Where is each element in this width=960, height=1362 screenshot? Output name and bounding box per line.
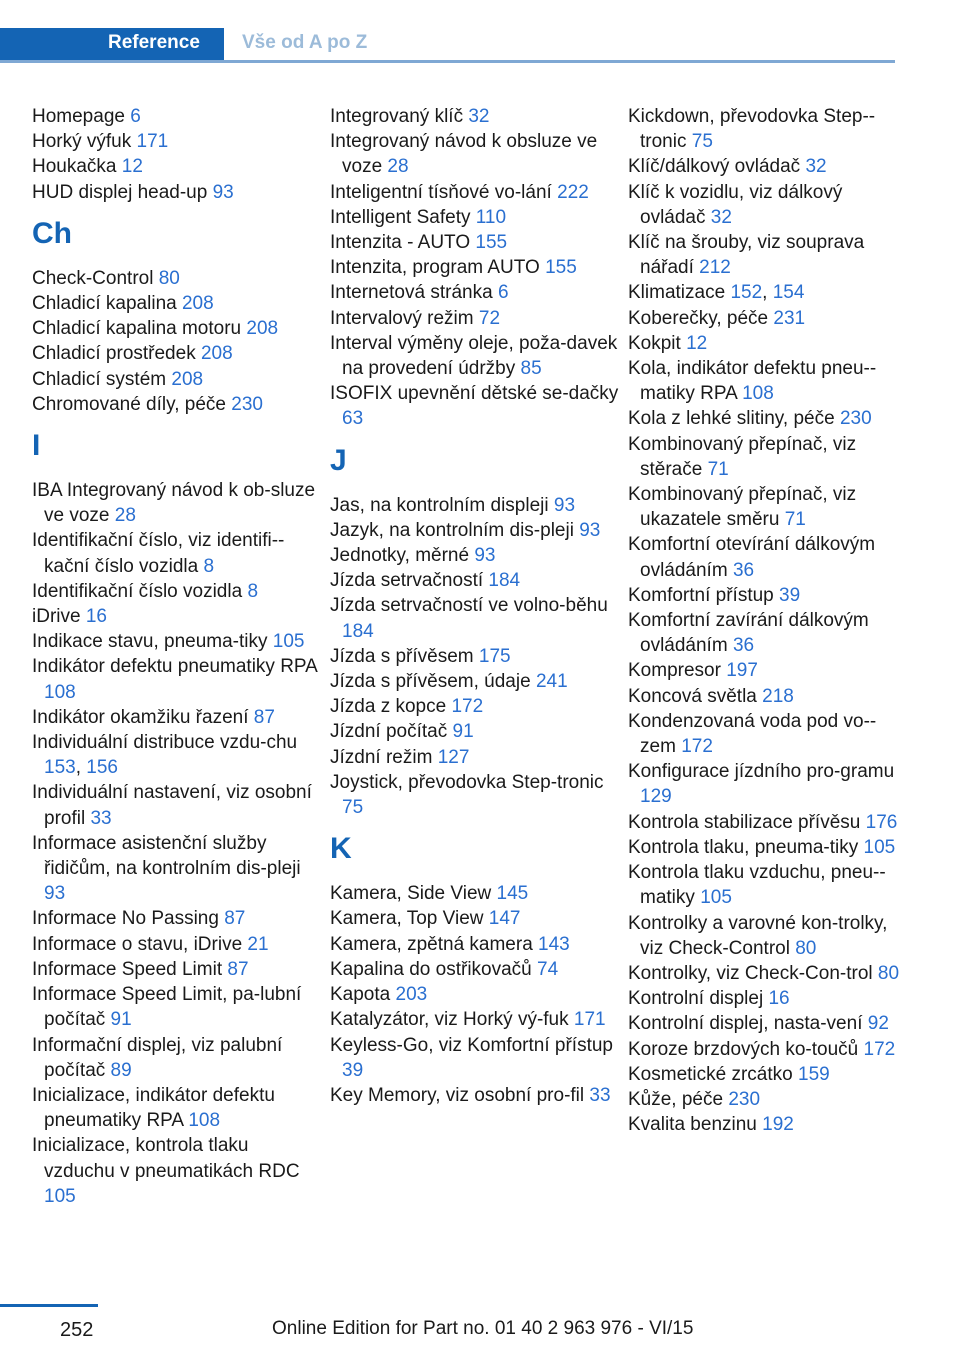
- page-reference-link[interactable]: 75: [691, 131, 713, 153]
- page-reference-link[interactable]: 171: [573, 1009, 606, 1031]
- page-reference-link[interactable]: 93: [553, 494, 576, 516]
- index-entry-text: Informační displej, viz palubní počítač: [32, 1034, 283, 1081]
- index-entry-text: Kamera, Side View: [330, 883, 492, 905]
- page-reference-link[interactable]: 87: [253, 706, 275, 728]
- page-reference-link[interactable]: 6: [130, 106, 141, 127]
- page-reference-link[interactable]: 143: [538, 933, 570, 955]
- index-entry: [32, 367, 322, 392]
- index-entry-text: Kamera, Top View: [330, 908, 484, 930]
- index-entry-text: Kola, indikátor defektu pneu-matiky RPA: [628, 358, 877, 405]
- page-reference-link[interactable]: 75: [342, 797, 364, 819]
- index-entry-text: Jízdní počítač: [330, 721, 448, 743]
- index-entry-text: Kapalina do ostřikovačů: [330, 958, 532, 980]
- page-reference-link[interactable]: 172: [681, 736, 713, 758]
- index-letter-heading: J: [330, 443, 347, 477]
- index-entry: [32, 831, 322, 907]
- index-letter-heading: K: [330, 832, 352, 866]
- index-entry-text: Kontrolky, viz Check-Con-trol: [628, 962, 873, 984]
- index-entry: [330, 957, 620, 982]
- index-entry-text: Konfigurace jízdního pro-gramu: [628, 761, 895, 783]
- page-reference-link[interactable]: 197: [726, 660, 758, 682]
- index-entry: [32, 1033, 322, 1083]
- index-entry: Individuální distribuce vzdu-chu 153, 156: [32, 732, 298, 779]
- index-entry: [330, 982, 620, 1007]
- index-entry: [330, 255, 620, 280]
- index-entry: [628, 482, 900, 532]
- index-entry: [32, 780, 322, 830]
- page-reference-link[interactable]: 156: [86, 757, 118, 779]
- index-entry: [628, 1037, 900, 1062]
- page-reference-link[interactable]: 145: [496, 883, 529, 905]
- index-entry-text: Jízda setrvačností ve volno-běhu: [330, 595, 608, 617]
- index-entry-text: Koberečky, péče: [628, 307, 769, 329]
- index-entry: [32, 392, 322, 417]
- page-reference-link[interactable]: 12: [121, 156, 143, 178]
- index-entry: [32, 906, 322, 931]
- index-entry: [628, 331, 900, 356]
- page-reference-link[interactable]: 208: [181, 293, 214, 315]
- page-reference-link[interactable]: 208: [171, 368, 204, 390]
- index-entry: [330, 669, 620, 694]
- page-reference-link[interactable]: 127: [437, 746, 470, 768]
- index-entry: Klimatizace 152, 154: [628, 282, 805, 304]
- index-entry: [628, 1011, 900, 1036]
- page-reference-link[interactable]: 8: [203, 555, 215, 577]
- page-reference-link[interactable]: 153: [44, 757, 76, 779]
- index-entry: [32, 478, 322, 528]
- page-reference-link[interactable]: 155: [475, 232, 508, 254]
- index-entry-text: Kontrola tlaku vzduchu, pneu-matiky: [628, 862, 886, 909]
- index-entry-text: Jízda setrvačností: [330, 570, 484, 592]
- index-entry-text: Koncová světla: [628, 685, 757, 707]
- index-entry-text: Klimatizace: [628, 282, 726, 304]
- page-reference-link[interactable]: 208: [200, 343, 233, 365]
- page-reference-link[interactable]: 91: [110, 1009, 132, 1031]
- index-entry-text: Indikátor defektu pneumatiky RPA: [32, 656, 317, 678]
- index-entry: [628, 709, 900, 759]
- index-entry: [628, 230, 900, 280]
- index-entry-text: Chladicí kapalina: [32, 293, 177, 315]
- index-entry: [32, 341, 322, 366]
- index-entry: [330, 593, 620, 643]
- index-entry-text: Jízda z kopce: [330, 696, 447, 718]
- index-entry-text: Jízda s přívěsem: [330, 645, 474, 667]
- index-entry-text: Informace No Passing: [32, 908, 219, 930]
- page-reference-link[interactable]: 218: [762, 685, 794, 707]
- page-reference-link[interactable]: 184: [488, 570, 521, 592]
- index-entry-text: Homepage: [32, 106, 125, 127]
- index-entry: [32, 528, 322, 578]
- index-entry-text: Informace asistenční služby řidičům, na kontrolním dis-pleji: [32, 832, 301, 880]
- page-reference-link[interactable]: 36: [732, 635, 755, 657]
- index-entry-text: Klíč na šrouby, viz souprava nářadí: [628, 232, 865, 279]
- index-entry: [628, 306, 900, 331]
- page-reference-link[interactable]: 172: [863, 1038, 896, 1060]
- page-reference-link[interactable]: 105: [863, 836, 896, 858]
- index-entry: [330, 280, 620, 305]
- page-reference-link[interactable]: 208: [246, 318, 279, 340]
- page-reference-link[interactable]: 80: [795, 937, 817, 959]
- index-column-1: [32, 104, 322, 1209]
- index-entry: [628, 860, 900, 910]
- page-reference-link[interactable]: 16: [85, 606, 107, 628]
- index-entry: [330, 1007, 620, 1032]
- page-reference-link[interactable]: 231: [773, 307, 806, 329]
- page-reference-link[interactable]: 80: [877, 962, 900, 984]
- index-entry-text: Kontrola tlaku, pneuma-tiky: [628, 836, 859, 858]
- index-entry-text: Kombinovaný přepínač, viz ukazatele směru: [628, 484, 857, 531]
- page-reference-link[interactable]: 110: [475, 206, 507, 228]
- index-entry-text: Individuální nastavení, viz osobní profil: [32, 782, 312, 829]
- index-entry-text: Indikátor okamžiku řazení: [32, 706, 249, 728]
- index-entry-text: Intervalový režim: [330, 307, 474, 329]
- page-reference-link[interactable]: 87: [227, 958, 249, 980]
- index-entry-text: Kamera, zpětná kamera: [330, 933, 533, 955]
- page-reference-link[interactable]: 241: [535, 671, 568, 693]
- index-entry-text: Jas, na kontrolním displeji: [330, 494, 549, 516]
- page-reference-link[interactable]: 93: [579, 519, 601, 541]
- index-entry-text: Identifikační číslo, viz identifi-kační číslo vozidla: [32, 530, 285, 577]
- index-entry-text: Interval výměny oleje, poža-davek na provedení údržby: [330, 332, 618, 380]
- page-reference-link[interactable]: 85: [520, 358, 542, 380]
- index-entry-text: iDrive: [32, 606, 81, 628]
- index-entry-text: Key Memory, viz osobní pro-fil: [330, 1084, 585, 1106]
- index-entry-text: Integrovaný klíč: [330, 106, 464, 127]
- index-entry: [330, 518, 620, 543]
- index-entry-text: Inteligentní tísňové vo-lání: [330, 181, 552, 203]
- index-entry: [330, 104, 620, 129]
- page-reference-link[interactable]: 8: [247, 580, 259, 602]
- index-entry: [628, 432, 900, 482]
- page-reference-link[interactable]: 222: [557, 181, 589, 203]
- index-entry: [330, 568, 620, 593]
- index-entry: [32, 654, 322, 704]
- index-entry: [628, 356, 900, 406]
- index-entry: [330, 306, 620, 331]
- index-entry-text: Intenzita, program AUTO: [330, 257, 540, 279]
- index-entry: [628, 180, 900, 230]
- page-reference-link[interactable]: 108: [188, 1110, 221, 1132]
- page-reference-link[interactable]: 159: [798, 1063, 830, 1085]
- index-entry: [330, 906, 620, 931]
- index-entry-text: Kontrola stabilizace přívěsu: [628, 811, 861, 833]
- page-reference-link[interactable]: 171: [136, 131, 169, 153]
- index-entry-text: Horký výfuk: [32, 131, 132, 153]
- page-reference-link[interactable]: 105: [272, 631, 305, 653]
- page-number: 252: [60, 1319, 94, 1341]
- index-entry-text: Katalyzátor, viz Horký vý-fuk: [330, 1009, 569, 1031]
- page-reference-link[interactable]: 71: [707, 458, 729, 480]
- index-entry: [32, 129, 322, 154]
- index-entry-text: IBA Integrovaný návod k ob-sluze ve voze: [32, 480, 316, 527]
- page-reference-link[interactable]: 12: [686, 332, 708, 354]
- index-entry-text: Inicializace, kontrola tlaku vzduchu v pneumatikách RDC: [32, 1135, 300, 1182]
- index-entry-text: Komfortní přístup: [628, 584, 774, 606]
- index-entry: [330, 881, 620, 906]
- index-entry-text: Indikace stavu, pneuma-tiky: [32, 631, 268, 653]
- index-entry-text: Jízdní režim: [330, 746, 433, 768]
- index-entry-text: Jazyk, na kontrolním dis-pleji: [330, 519, 574, 541]
- tab-all-a-to-z[interactable]: Vše od A po Z: [242, 32, 368, 53]
- index-entry: [32, 705, 322, 730]
- index-entry-text: Houkačka: [32, 156, 117, 178]
- header-divider: [0, 60, 895, 63]
- page-reference-link[interactable]: 89: [110, 1059, 132, 1081]
- page-reference-link[interactable]: 33: [90, 807, 112, 829]
- index-entry: [32, 291, 322, 316]
- index-entry: [628, 658, 900, 683]
- page-reference-link[interactable]: 33: [589, 1084, 611, 1106]
- index-entry: [628, 684, 900, 709]
- index-entry-text: Check-Control: [32, 267, 154, 289]
- index-letter-heading: I: [32, 429, 41, 463]
- index-entry: [330, 1083, 620, 1108]
- index-entry: [330, 205, 620, 230]
- index-entry: [330, 932, 620, 957]
- index-entry-text: Chladicí systém: [32, 368, 167, 390]
- index-entry: [628, 583, 900, 608]
- page-reference-link[interactable]: 28: [114, 505, 136, 527]
- page-reference-link[interactable]: 21: [247, 933, 269, 955]
- page-reference-link[interactable]: 147: [488, 908, 521, 930]
- index-entry: [330, 770, 620, 820]
- page-reference-link[interactable]: 6: [497, 282, 509, 304]
- index-entry: [628, 835, 900, 860]
- page-reference-link[interactable]: 230: [728, 1088, 761, 1110]
- index-entry: [32, 982, 322, 1032]
- index-entry-text: Kvalita benzinu: [628, 1114, 757, 1136]
- page-reference-link[interactable]: 155: [545, 257, 577, 279]
- index-entry-text: Kapota: [330, 984, 391, 1006]
- page-reference-link[interactable]: 108: [742, 383, 774, 405]
- index-entry: [32, 154, 322, 179]
- index-entry: [628, 961, 900, 986]
- index-entry-text: Keyless-Go, viz Komfortní přístup: [330, 1034, 613, 1056]
- index-entry: [628, 1087, 900, 1112]
- index-entry-text: Koroze brzdových ko-toučů: [628, 1038, 859, 1060]
- page-reference-link[interactable]: 129: [640, 786, 672, 808]
- page-reference-link[interactable]: 176: [865, 811, 898, 833]
- page-reference-link[interactable]: 154: [772, 282, 805, 304]
- page-reference-link[interactable]: 175: [478, 645, 511, 667]
- index-entry: [32, 266, 322, 291]
- index-entry-text: Kondenzovaná voda pod vo-zem: [628, 710, 877, 758]
- index-entry-text: Klíč/dálkový ovládač: [628, 156, 801, 178]
- index-entry-text: Informace Speed Limit, pa-lubní počítač: [32, 984, 302, 1031]
- index-entry: [32, 1133, 322, 1209]
- page-reference-link[interactable]: 28: [387, 156, 409, 178]
- index-entry: [32, 579, 322, 604]
- index-entry: [330, 381, 620, 431]
- page-reference-link[interactable]: 32: [468, 106, 490, 127]
- edition-note: Online Edition for Part no. 01 40 2 963 976 - VI/15: [272, 1318, 694, 1339]
- index-entry-text: Chladicí prostředek: [32, 343, 196, 365]
- page-reference-link[interactable]: 32: [805, 156, 827, 178]
- page-reference-link[interactable]: 203: [395, 984, 428, 1006]
- index-entry-text: Kůže, péče: [628, 1088, 724, 1110]
- index-entry-text: Klíč k vozidlu, viz dálkový ovládač: [628, 181, 843, 228]
- index-entry: [330, 230, 620, 255]
- index-entry: [330, 129, 620, 179]
- index-letter-heading: Ch: [32, 216, 72, 250]
- index-entry-text: Joystick, převodovka Step-tronic: [330, 771, 604, 793]
- page-reference-link[interactable]: 74: [537, 958, 559, 980]
- index-entry: [330, 180, 620, 205]
- index-entry: [628, 406, 900, 431]
- page-reference-link[interactable]: 16: [768, 988, 790, 1010]
- page-reference-link[interactable]: 63: [342, 408, 364, 430]
- index-entry-text: Informace Speed Limit: [32, 958, 223, 980]
- index-entry-text: Chladicí kapalina motoru: [32, 318, 242, 340]
- index-entry: [32, 180, 322, 205]
- index-entry: [32, 1083, 322, 1133]
- page-reference-link[interactable]: 36: [732, 559, 755, 581]
- page-reference-link[interactable]: 230: [839, 408, 872, 430]
- index-entry: [32, 629, 322, 654]
- page-header: [0, 0, 960, 62]
- index-entry-text: Kompresor: [628, 660, 721, 682]
- index-entry: [628, 104, 900, 154]
- index-entry-text: ISOFIX upevnění dětské se-dačky: [330, 383, 619, 405]
- page-reference-link[interactable]: 72: [478, 307, 501, 329]
- index-entry-text: Chromované díly, péče: [32, 393, 226, 415]
- page-reference-link[interactable]: 39: [779, 584, 801, 606]
- index-entry-text: Identifikační číslo vozidla: [32, 580, 243, 602]
- index-column-2: [330, 104, 620, 1108]
- index-entry-text: Internetová stránka: [330, 282, 493, 304]
- page-reference-link[interactable]: 71: [784, 509, 806, 531]
- page-reference-link[interactable]: 93: [474, 545, 496, 567]
- index-entry: [32, 932, 322, 957]
- index-entry-text: Kombinovaný přepínač, viz stěrače: [628, 433, 857, 480]
- index-entry: [330, 331, 620, 381]
- page-reference-link[interactable]: 91: [452, 721, 474, 743]
- index-entry: [330, 493, 620, 518]
- index-entry: [330, 1033, 620, 1083]
- index-entry: [628, 911, 900, 961]
- index-entry: [628, 759, 900, 809]
- index-entry-text: Kosmetické zrcátko: [628, 1063, 793, 1085]
- index-entry-text: Inicializace, indikátor defektu pneumatiky RPA: [32, 1084, 275, 1132]
- index-entry: [628, 532, 900, 582]
- page-reference-link[interactable]: 184: [342, 620, 374, 642]
- index-entry-text: Kontrolní displej: [628, 988, 764, 1010]
- page-reference-link[interactable]: 108: [44, 681, 76, 703]
- index-entry: [628, 154, 900, 179]
- page-reference-link[interactable]: 230: [231, 393, 263, 415]
- index-entry: [330, 719, 620, 744]
- footer-divider: [0, 1304, 98, 1307]
- index-entry: [330, 543, 620, 568]
- index-entry: [32, 957, 322, 982]
- index-entry-text: Komfortní otevírání dálkovým ovládáním: [628, 534, 876, 581]
- page-reference-link[interactable]: 152: [730, 282, 763, 304]
- page-reference-link[interactable]: 212: [699, 257, 731, 279]
- page-reference-link[interactable]: 87: [224, 908, 246, 930]
- index-entry: [628, 1112, 900, 1137]
- page-reference-link[interactable]: 39: [342, 1059, 364, 1081]
- index-entry-text: Jízda s přívěsem, údaje: [330, 671, 531, 693]
- index-entry-text: Individuální distribuce vzdu-chu: [32, 732, 298, 754]
- index-entry-text: HUD displej head-up: [32, 181, 208, 203]
- index-entry: [628, 986, 900, 1011]
- index-entry: [32, 104, 322, 129]
- index-entry: [628, 810, 900, 835]
- page-reference-link[interactable]: 192: [762, 1114, 794, 1136]
- index-entry-text: Kokpit: [628, 332, 681, 354]
- index-entry-text: Jednotky, měrné: [330, 545, 470, 567]
- index-entry: [628, 608, 900, 658]
- page-reference-link[interactable]: 93: [44, 883, 66, 905]
- page-reference-link[interactable]: 80: [158, 267, 180, 289]
- index-column-3: [628, 104, 900, 1137]
- page-reference-link[interactable]: 93: [212, 181, 234, 203]
- index-entry-text: Integrovaný návod k obsluze ve voze: [330, 131, 598, 178]
- index-entry: [330, 745, 620, 770]
- index-entry-text: Intelligent Safety: [330, 206, 471, 228]
- index-entry-text: Kontrolky a varovné kon-trolky, viz Check-Control: [628, 912, 888, 959]
- page-reference-link[interactable]: 32: [710, 206, 732, 228]
- index-entry: [330, 644, 620, 669]
- index-entry: [32, 604, 322, 629]
- index-entry-text: Informace o stavu, iDrive: [32, 933, 243, 955]
- index-entry-text: Intenzita - AUTO: [330, 232, 471, 254]
- index-entry-text: Kickdown, převodovka Step-tronic: [628, 106, 876, 153]
- index-entry: [330, 694, 620, 719]
- page-reference-link[interactable]: 172: [451, 696, 484, 718]
- page-reference-link[interactable]: 105: [44, 1185, 76, 1207]
- index-entry-text: Komfortní zavírání dálkovým ovládáním: [628, 610, 869, 657]
- index-entry: [628, 1062, 900, 1087]
- index-entry-text: Kola z lehké slitiny, péče: [628, 408, 835, 430]
- page-reference-link[interactable]: 105: [700, 887, 732, 909]
- tab-reference[interactable]: Reference: [0, 28, 224, 60]
- page-reference-link[interactable]: 92: [867, 1013, 889, 1035]
- index-entry: [32, 316, 322, 341]
- index-entry-text: Kontrolní displej, nasta-vení: [628, 1013, 863, 1035]
